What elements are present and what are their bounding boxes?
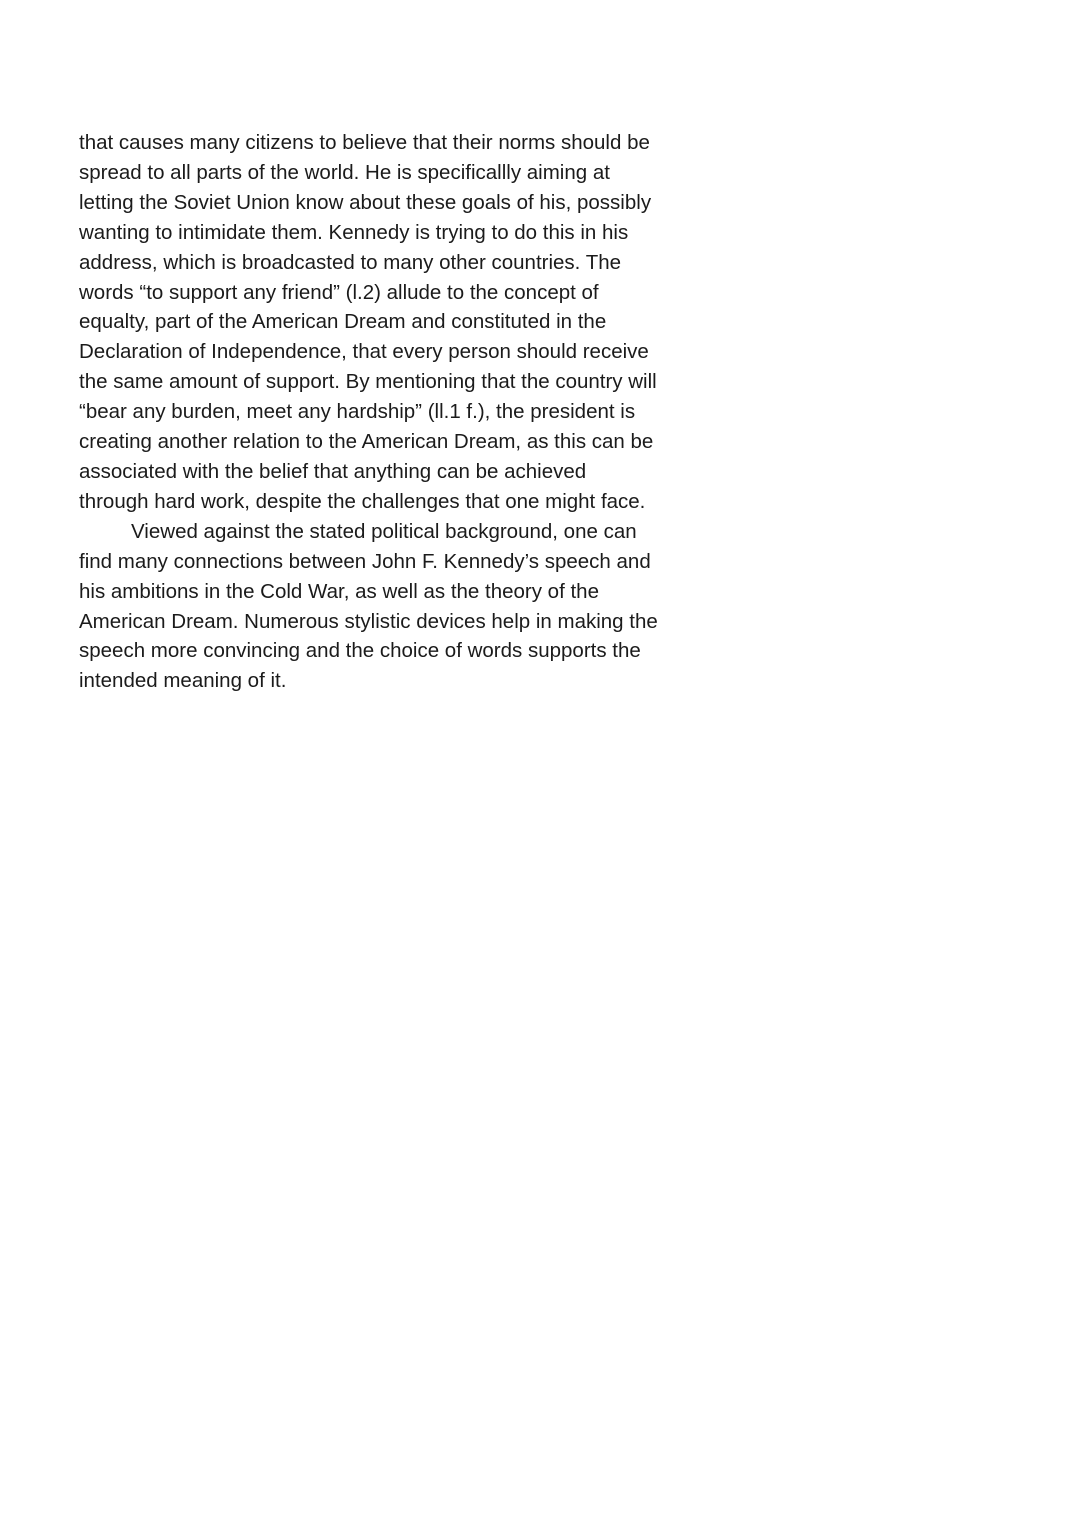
text-line: through hard work, despite the challenges that one might face. <box>79 489 646 513</box>
paragraph-start-line: Viewed against the stated political background, one can <box>131 519 637 543</box>
text-line: the same amount of support. By mentioning that the country will <box>79 370 657 394</box>
body-text <box>79 128 719 696</box>
text-line: that causes many citizens to believe that their norms should be <box>79 131 650 154</box>
text-line: find many connections between John F. Kennedy’s speech and <box>79 549 651 573</box>
text-line: Declaration of Independence, that every person should receive <box>79 340 649 364</box>
text-line: American Dream. Numerous stylistic devices help in making the <box>79 609 658 633</box>
text-line: associated with the belief that anything can be achieved <box>79 459 587 483</box>
text-line: his ambitions in the Cold War, as well as the theory of the <box>79 579 599 603</box>
text-line: intended meaning of it. <box>79 669 287 693</box>
text-line: words “to support any friend” (l.2) allude to the concept of <box>79 280 599 304</box>
text-line: equalty, part of the American Dream and constituted in the <box>79 310 607 334</box>
text-line: speech more convincing and the choice of words supports the <box>79 639 641 663</box>
text-line: address, which is broadcasted to many other countries. The <box>79 250 622 274</box>
text-line: wanting to intimidate them. Kennedy is trying to do this in his <box>79 220 629 244</box>
text-line: spread to all parts of the world. He is specificallly aiming at <box>79 160 610 184</box>
text-line: creating another relation to the American Dream, as this can be <box>79 430 654 454</box>
text-line: “bear any burden, meet any hardship” (ll.1 f.), the president is <box>79 400 636 424</box>
text-line: letting the Soviet Union know about these goals of his, possibly <box>79 190 652 214</box>
